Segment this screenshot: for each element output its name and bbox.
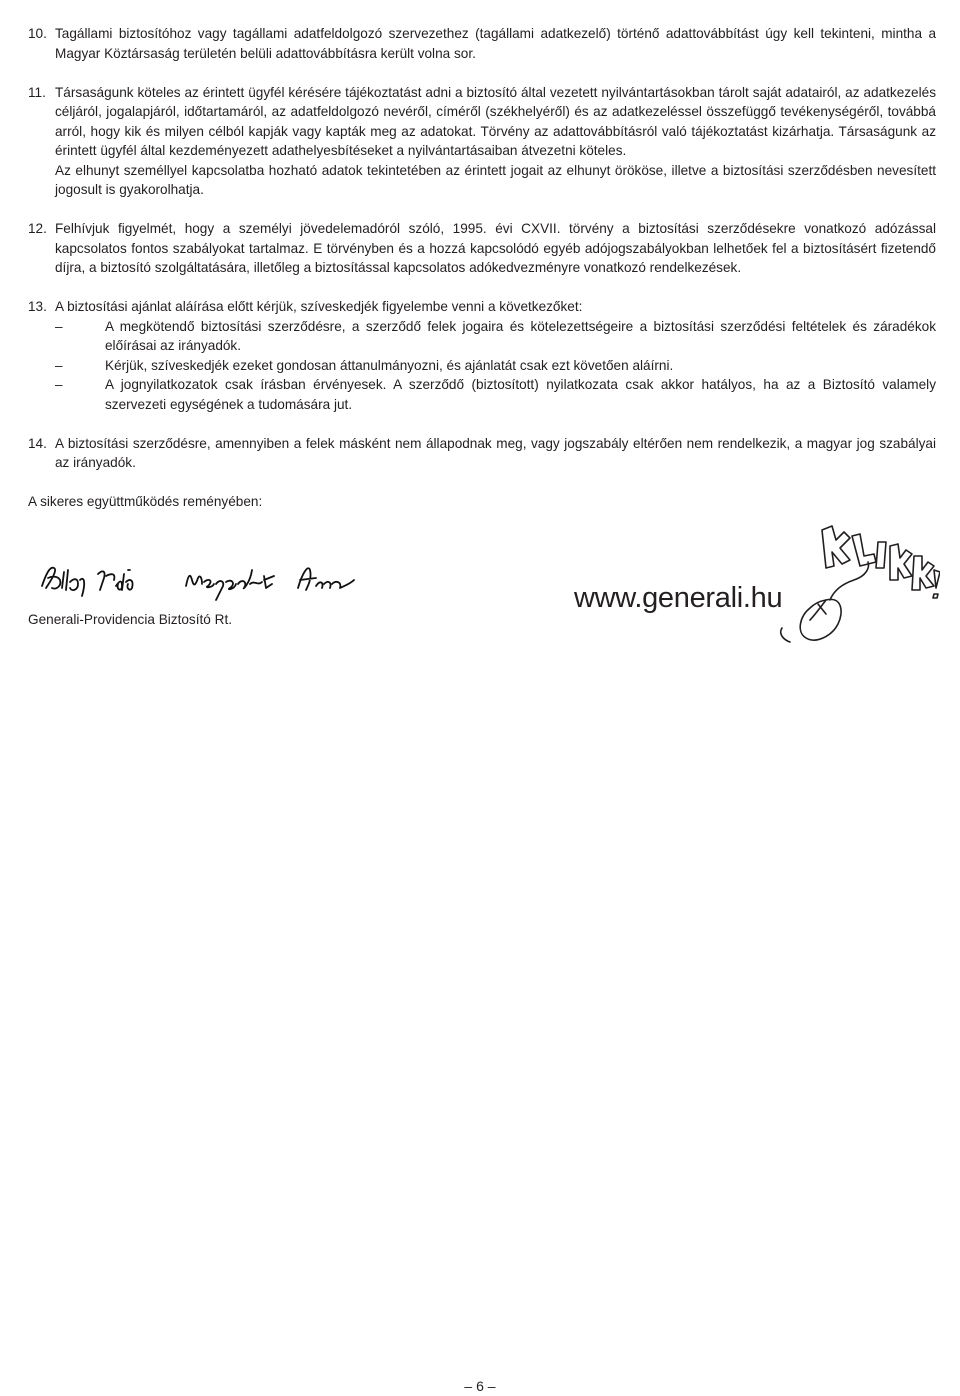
- section-text: Felhívjuk figyelmét, hogy a személyi jövedelemadóról szóló, 1995. évi CXVII. törvény a biztosítási szerződésekre vonatkozó adózással kapcsolatos fontos szabályokat tartalmaz. E törvényben és a hozzá kapcsolódó egyéb adójogszabályokban lelhetőek fel a biztosításért fizetendő díjra, a biztosító szolgáltatására, illetőleg a biztosítással kapcsolatos adókedvezményre vonatkozó rendelkezések.: [55, 221, 936, 275]
- section-paragraph: Az elhunyt személlyel kapcsolatba hozható adatok tekintetében az érintett jogait az elhunyt örököse, illetve a biztosítási szerződésben nevesített jogosult is gyakorolhatja.: [55, 162, 936, 197]
- section-12: [28, 219, 936, 278]
- section-number: 10.: [28, 26, 47, 41]
- company-name: Generali-Providencia Biztosító Rt.: [28, 612, 232, 627]
- closing-line: A sikeres együttműködés reményében:: [28, 494, 263, 509]
- section-11: [28, 83, 936, 200]
- list-item-text: A jognyilatkozatok csak írásban érvényesek. A szerződő (biztosított) nyilatkozata csak akkor hatályos, ha az a Biztosító valamely szervezeti egységének a tudomására jut.: [105, 377, 936, 412]
- section-14: [28, 434, 936, 473]
- list-item: [55, 375, 936, 414]
- document-body: [28, 24, 936, 512]
- section-number: 12.: [28, 221, 47, 236]
- section-10: [28, 24, 936, 63]
- dash-marker: –: [55, 357, 63, 373]
- klikk-mouse-illustration: [770, 520, 940, 660]
- list-item-text: A megkötendő biztosítási szerződésre, a szerződő felek jogaira és kötelezettségeire a biztosítási szerződési feltételek és záradékok előírásai az irányadók.: [105, 318, 936, 353]
- section-number: 14.: [28, 435, 47, 451]
- section-13: [28, 297, 936, 414]
- section-text: A biztosítási ajánlat aláírása előtt kérjük, szíveskedjék figyelembe venni a következőket:: [55, 299, 583, 314]
- signatures: [36, 556, 396, 606]
- dash-marker: –: [55, 318, 63, 334]
- section-number: 11.: [28, 84, 46, 100]
- dash-list: [55, 317, 936, 415]
- website-url[interactable]: www.generali.hu: [574, 582, 783, 614]
- section-text: Tagállami biztosítóhoz vagy tagállami adatfeldolgozó szervezethez (tagállami adatkezelő) történő adattovábbítást úgy kell tekinteni, mintha a Magyar Köztársaság területén belüli adattovábbításra került volna sor.: [55, 26, 936, 61]
- list-item: [55, 317, 936, 356]
- dash-marker: –: [55, 377, 63, 392]
- section-paragraph: Társaságunk köteles az érintett ügyfél kérésére tájékoztatást adni a biztosító által vezetett nyilvántartásokban tárolt saját adatairól, az adatkezelés céljáról, jogalapjáról, időtartamáról, az adatfeldolgozó nevéről, címéről (székhelyéről) és az adatkezeléssel összefüggő tevékenységéről, továbbá arról, hogy kik és milyen célból kapják vagy kapták meg az adatokat. Törvény az adattovábbításról való tájékoztatást kizárhatja. Társaságunk az érintett ügyfél által kezdeményezett adathelyesbítéseket a nyilvántartásaiban átvezetni köteles.: [55, 84, 936, 158]
- list-item-text: Kérjük, szíveskedjék ezeket gondosan áttanulmányozni, és ajánlatát csak ezt követően aláírni.: [105, 357, 674, 373]
- section-text: A biztosítási szerződésre, amennyiben a felek másként nem állapodnak meg, vagy jogszabály eltérően nem rendelkezik, a magyar jog szabályai az irányadók.: [55, 435, 936, 470]
- list-item: [55, 356, 936, 376]
- section-number: 13.: [28, 299, 47, 314]
- page-number: – 6 –: [464, 1378, 496, 1394]
